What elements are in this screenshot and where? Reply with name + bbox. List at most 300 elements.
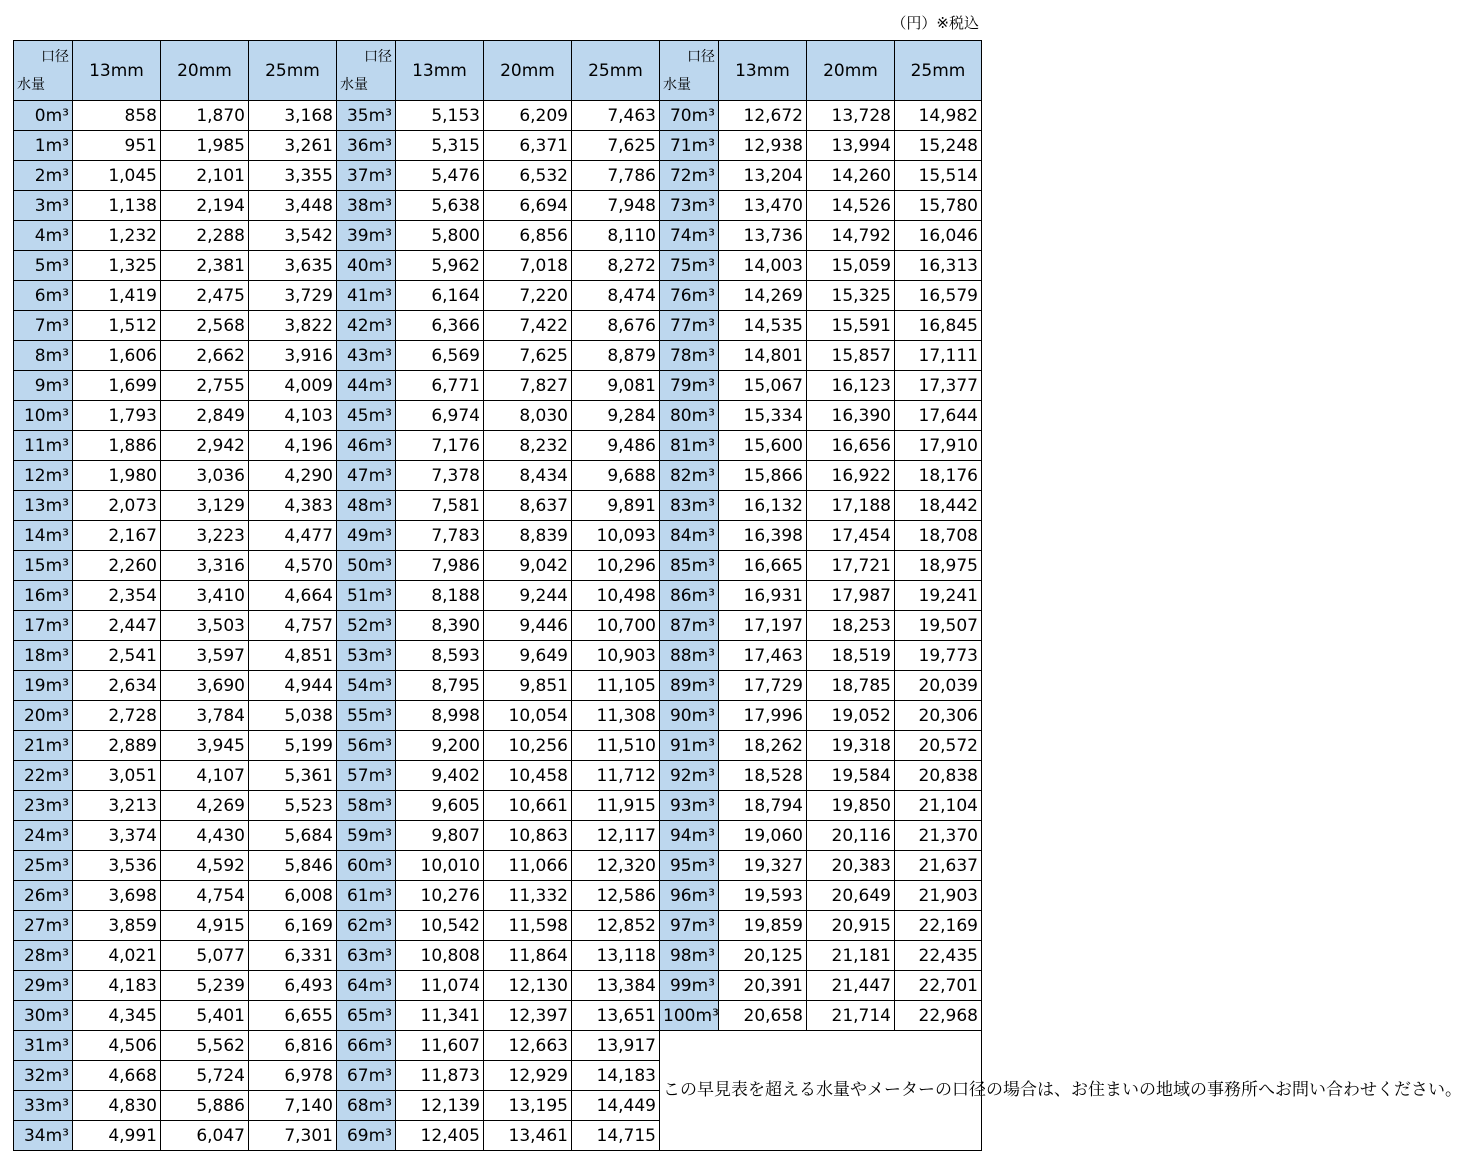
fee-cell: 15,857 <box>807 341 895 371</box>
volume-cell <box>337 101 396 131</box>
volume-value: 61 <box>346 885 369 906</box>
fee-cell: 14,526 <box>807 191 895 221</box>
volume-cell <box>14 971 73 1001</box>
caliber-label: 口径 <box>687 49 715 65</box>
fee-cell: 3,542 <box>249 221 337 251</box>
volume-value: 37 <box>346 165 369 186</box>
fee-cell: 20,915 <box>807 911 895 941</box>
volume-value: 11 <box>23 435 46 456</box>
volume-unit: m³ <box>45 255 69 276</box>
volume-cell <box>14 461 73 491</box>
volume-value: 98 <box>669 945 692 966</box>
fee-cell: 12,852 <box>572 911 660 941</box>
fee-cell: 4,021 <box>73 941 161 971</box>
table-row <box>14 461 982 491</box>
volume-cell <box>14 581 73 611</box>
volume-unit: m³ <box>691 825 715 846</box>
volume-value: 0 <box>34 105 46 126</box>
volume-value: 93 <box>669 795 692 816</box>
fee-cell: 2,541 <box>73 641 161 671</box>
fee-cell: 8,839 <box>484 521 572 551</box>
volume-unit: m³ <box>45 735 69 756</box>
fee-cell: 2,447 <box>73 611 161 641</box>
fee-cell: 6,169 <box>249 911 337 941</box>
volume-value: 46 <box>346 435 369 456</box>
volume-cell <box>337 461 396 491</box>
fee-cell: 15,325 <box>807 281 895 311</box>
fee-cell: 3,916 <box>249 341 337 371</box>
fee-cell: 1,980 <box>73 461 161 491</box>
fee-cell: 5,962 <box>396 251 484 281</box>
volume-value: 67 <box>346 1065 369 1086</box>
volume-cell <box>337 371 396 401</box>
fee-cell: 9,688 <box>572 461 660 491</box>
fee-cell: 3,597 <box>161 641 249 671</box>
fee-cell: 17,729 <box>719 671 807 701</box>
volume-unit: m³ <box>691 345 715 366</box>
volume-cell <box>337 611 396 641</box>
fee-cell: 19,060 <box>719 821 807 851</box>
table-row <box>14 191 982 221</box>
fee-cell: 2,194 <box>161 191 249 221</box>
fee-cell: 2,260 <box>73 551 161 581</box>
table-row <box>14 881 982 911</box>
volume-cell <box>14 221 73 251</box>
fee-cell: 5,638 <box>396 191 484 221</box>
fee-cell: 10,296 <box>572 551 660 581</box>
fee-cell: 5,800 <box>396 221 484 251</box>
fee-cell: 1,606 <box>73 341 161 371</box>
volume-unit: m³ <box>691 135 715 156</box>
fee-cell: 17,721 <box>807 551 895 581</box>
volume-value: 4 <box>34 225 46 246</box>
volume-unit: m³ <box>691 945 715 966</box>
volume-unit: m³ <box>691 705 715 726</box>
fee-cell: 11,066 <box>484 851 572 881</box>
volume-cell <box>14 701 73 731</box>
fee-cell: 12,405 <box>396 1121 484 1151</box>
volume-unit: m³ <box>45 585 69 606</box>
fee-cell: 1,886 <box>73 431 161 461</box>
fee-cell: 12,929 <box>484 1061 572 1091</box>
fee-cell: 2,889 <box>73 731 161 761</box>
volume-unit: m³ <box>691 915 715 936</box>
fee-cell: 20,039 <box>895 671 982 701</box>
volume-cell <box>337 491 396 521</box>
volume-cell <box>337 821 396 851</box>
table-row <box>14 641 982 671</box>
fee-cell: 10,903 <box>572 641 660 671</box>
volume-value: 17 <box>23 615 46 636</box>
volume-cell <box>337 521 396 551</box>
table-row <box>14 401 982 431</box>
volume-unit: m³ <box>368 555 392 576</box>
fee-cell: 18,794 <box>719 791 807 821</box>
volume-unit: m³ <box>368 825 392 846</box>
fee-cell: 14,792 <box>807 221 895 251</box>
fee-cell: 20,125 <box>719 941 807 971</box>
volume-unit: m³ <box>45 345 69 366</box>
volume-unit: m³ <box>45 555 69 576</box>
volume-value: 88 <box>669 645 692 666</box>
fee-cell: 9,284 <box>572 401 660 431</box>
fee-cell: 10,498 <box>572 581 660 611</box>
volume-value: 100 <box>663 1005 696 1026</box>
volume-unit: m³ <box>368 1125 392 1146</box>
volume-unit: m³ <box>691 255 715 276</box>
fee-cell: 5,315 <box>396 131 484 161</box>
fee-cell: 16,046 <box>895 221 982 251</box>
fee-cell: 4,477 <box>249 521 337 551</box>
volume-unit: m³ <box>45 885 69 906</box>
volume-unit: m³ <box>45 525 69 546</box>
fee-cell: 7,422 <box>484 311 572 341</box>
volume-value: 30 <box>23 1005 46 1026</box>
fee-cell: 15,514 <box>895 161 982 191</box>
fee-cell: 3,448 <box>249 191 337 221</box>
volume-value: 6 <box>34 285 46 306</box>
fee-cell: 5,684 <box>249 821 337 851</box>
fee-cell: 3,945 <box>161 731 249 761</box>
volume-value: 57 <box>346 765 369 786</box>
table-row <box>14 251 982 281</box>
volume-value: 68 <box>346 1095 369 1116</box>
fee-cell: 9,042 <box>484 551 572 581</box>
fee-cell: 20,306 <box>895 701 982 731</box>
volume-cell <box>660 701 719 731</box>
fee-cell: 10,093 <box>572 521 660 551</box>
fee-cell: 2,288 <box>161 221 249 251</box>
volume-cell <box>337 671 396 701</box>
volume-unit: m³ <box>691 795 715 816</box>
volume-value: 84 <box>669 525 692 546</box>
volume-unit: m³ <box>368 225 392 246</box>
meter-size-header: 13mm <box>396 41 484 101</box>
fee-cell: 13,736 <box>719 221 807 251</box>
fee-cell: 6,856 <box>484 221 572 251</box>
fee-cell: 7,625 <box>572 131 660 161</box>
volume-value: 86 <box>669 585 692 606</box>
fee-cell: 16,313 <box>895 251 982 281</box>
volume-unit: m³ <box>45 705 69 726</box>
volume-unit: m³ <box>691 975 715 996</box>
volume-unit: m³ <box>45 105 69 126</box>
volume-value: 21 <box>23 735 46 756</box>
volume-unit: m³ <box>691 375 715 396</box>
fee-cell: 1,325 <box>73 251 161 281</box>
volume-unit: m³ <box>691 765 715 786</box>
fee-cell: 18,528 <box>719 761 807 791</box>
fee-cell: 12,130 <box>484 971 572 1001</box>
volume-cell <box>337 1061 396 1091</box>
fee-cell: 7,625 <box>484 341 572 371</box>
fee-cell: 18,519 <box>807 641 895 671</box>
fee-cell: 7,827 <box>484 371 572 401</box>
volume-unit: m³ <box>691 165 715 186</box>
fee-cell: 10,700 <box>572 611 660 641</box>
table-row <box>14 701 982 731</box>
volume-unit: m³ <box>45 195 69 216</box>
volume-label: 水量 <box>340 77 368 93</box>
volume-unit: m³ <box>45 1095 69 1116</box>
volume-unit: m³ <box>368 285 392 306</box>
fee-cell: 11,341 <box>396 1001 484 1031</box>
fee-cell: 5,846 <box>249 851 337 881</box>
volume-unit: m³ <box>368 705 392 726</box>
fee-cell: 13,917 <box>572 1031 660 1061</box>
volume-value: 5 <box>34 255 46 276</box>
volume-value: 56 <box>346 735 369 756</box>
volume-unit: m³ <box>45 975 69 996</box>
fee-cell: 4,103 <box>249 401 337 431</box>
volume-cell <box>660 371 719 401</box>
fee-cell: 18,442 <box>895 491 982 521</box>
fee-cell: 1,512 <box>73 311 161 341</box>
fee-cell: 20,391 <box>719 971 807 1001</box>
fee-cell: 7,176 <box>396 431 484 461</box>
volume-unit: m³ <box>45 465 69 486</box>
volume-value: 74 <box>669 225 692 246</box>
fee-cell: 17,197 <box>719 611 807 641</box>
volume-cell <box>337 941 396 971</box>
volume-value: 52 <box>346 615 369 636</box>
fee-cell: 8,593 <box>396 641 484 671</box>
volume-unit: m³ <box>45 435 69 456</box>
volume-unit: m³ <box>368 1095 392 1116</box>
meter-size-header: 13mm <box>719 41 807 101</box>
table-row <box>14 821 982 851</box>
fee-cell: 18,176 <box>895 461 982 491</box>
volume-cell <box>660 881 719 911</box>
volume-value: 47 <box>346 465 369 486</box>
volume-cell <box>660 791 719 821</box>
fee-cell: 22,968 <box>895 1001 982 1031</box>
table-row <box>14 311 982 341</box>
meter-size-header: 13mm <box>73 41 161 101</box>
volume-cell <box>337 1031 396 1061</box>
fee-cell: 10,542 <box>396 911 484 941</box>
volume-cell <box>337 191 396 221</box>
fee-cell: 9,200 <box>396 731 484 761</box>
volume-value: 94 <box>669 825 692 846</box>
volume-unit: m³ <box>368 465 392 486</box>
volume-unit: m³ <box>368 675 392 696</box>
caliber-label: 口径 <box>364 49 392 65</box>
volume-value: 92 <box>669 765 692 786</box>
table-row <box>14 761 982 791</box>
volume-cell <box>337 731 396 761</box>
fee-cell: 11,873 <box>396 1061 484 1091</box>
fee-cell: 6,493 <box>249 971 337 1001</box>
volume-unit: m³ <box>45 1005 69 1026</box>
fee-cell: 9,486 <box>572 431 660 461</box>
fee-cell: 19,052 <box>807 701 895 731</box>
volume-unit: m³ <box>368 165 392 186</box>
volume-unit: m³ <box>368 105 392 126</box>
volume-cell <box>337 401 396 431</box>
fee-cell: 951 <box>73 131 161 161</box>
volume-value: 64 <box>346 975 369 996</box>
volume-cell <box>660 341 719 371</box>
fee-cell: 17,996 <box>719 701 807 731</box>
volume-cell <box>14 1031 73 1061</box>
volume-unit: m³ <box>691 465 715 486</box>
fee-cell: 6,371 <box>484 131 572 161</box>
table-row <box>14 671 982 701</box>
volume-unit: m³ <box>691 495 715 516</box>
volume-cell <box>14 761 73 791</box>
volume-value: 28 <box>23 945 46 966</box>
fee-cell: 10,276 <box>396 881 484 911</box>
volume-value: 38 <box>346 195 369 216</box>
fee-cell: 9,446 <box>484 611 572 641</box>
volume-value: 63 <box>346 945 369 966</box>
volume-unit: m³ <box>45 375 69 396</box>
fee-cell: 4,009 <box>249 371 337 401</box>
volume-value: 89 <box>669 675 692 696</box>
fee-cell: 19,241 <box>895 581 982 611</box>
fee-cell: 5,886 <box>161 1091 249 1121</box>
fee-cell: 4,506 <box>73 1031 161 1061</box>
fee-cell: 13,118 <box>572 941 660 971</box>
volume-value: 14 <box>23 525 46 546</box>
volume-unit: m³ <box>45 315 69 336</box>
volume-value: 25 <box>23 855 46 876</box>
fee-cell: 7,301 <box>249 1121 337 1151</box>
volume-value: 18 <box>23 645 46 666</box>
volume-value: 27 <box>23 915 46 936</box>
volume-cell <box>337 641 396 671</box>
volume-value: 10 <box>23 405 46 426</box>
fee-cell: 8,676 <box>572 311 660 341</box>
volume-unit: m³ <box>45 1035 69 1056</box>
fee-cell: 6,331 <box>249 941 337 971</box>
volume-cell <box>660 1001 719 1031</box>
volume-unit: m³ <box>368 495 392 516</box>
fee-cell: 3,316 <box>161 551 249 581</box>
volume-value: 9 <box>34 375 46 396</box>
fee-cell: 11,510 <box>572 731 660 761</box>
fee-cell: 2,101 <box>161 161 249 191</box>
table-row <box>14 941 982 971</box>
volume-value: 48 <box>346 495 369 516</box>
fee-cell: 17,463 <box>719 641 807 671</box>
fee-cell: 16,845 <box>895 311 982 341</box>
fee-cell: 9,081 <box>572 371 660 401</box>
fee-cell: 4,183 <box>73 971 161 1001</box>
volume-unit: m³ <box>45 825 69 846</box>
volume-cell <box>660 401 719 431</box>
fee-cell: 1,138 <box>73 191 161 221</box>
fee-cell: 17,188 <box>807 491 895 521</box>
fee-cell: 3,410 <box>161 581 249 611</box>
volume-value: 26 <box>23 885 46 906</box>
fee-cell: 21,637 <box>895 851 982 881</box>
volume-value: 35 <box>346 105 369 126</box>
volume-value: 71 <box>669 135 692 156</box>
volume-value: 65 <box>346 1005 369 1026</box>
fee-cell: 19,850 <box>807 791 895 821</box>
volume-unit: m³ <box>45 285 69 306</box>
volume-value: 19 <box>23 675 46 696</box>
volume-value: 8 <box>34 345 46 366</box>
volume-value: 34 <box>23 1125 46 1146</box>
volume-unit: m³ <box>45 945 69 966</box>
fee-cell: 7,581 <box>396 491 484 521</box>
fee-cell: 6,164 <box>396 281 484 311</box>
volume-unit: m³ <box>368 375 392 396</box>
fee-cell: 7,018 <box>484 251 572 281</box>
volume-unit: m³ <box>45 165 69 186</box>
volume-unit: m³ <box>368 765 392 786</box>
table-row <box>14 371 982 401</box>
fee-cell: 6,008 <box>249 881 337 911</box>
fee-cell: 19,593 <box>719 881 807 911</box>
fee-cell: 13,195 <box>484 1091 572 1121</box>
volume-cell <box>337 251 396 281</box>
volume-unit: m³ <box>45 495 69 516</box>
volume-unit: m³ <box>45 1065 69 1086</box>
table-row <box>14 1031 982 1061</box>
fee-cell: 7,783 <box>396 521 484 551</box>
volume-value: 51 <box>346 585 369 606</box>
water-fee-table <box>13 40 1462 1151</box>
volume-value: 75 <box>669 255 692 276</box>
volume-value: 43 <box>346 345 369 366</box>
volume-value: 53 <box>346 645 369 666</box>
fee-cell: 3,729 <box>249 281 337 311</box>
volume-unit: m³ <box>45 1125 69 1146</box>
volume-cell <box>337 701 396 731</box>
volume-value: 96 <box>669 885 692 906</box>
table-row <box>14 131 982 161</box>
fee-cell: 4,430 <box>161 821 249 851</box>
unit-note: （円）※税込 <box>891 14 979 32</box>
fee-cell: 11,332 <box>484 881 572 911</box>
fee-cell: 16,398 <box>719 521 807 551</box>
fee-cell: 4,944 <box>249 671 337 701</box>
volume-cell <box>14 911 73 941</box>
volume-value: 1 <box>34 135 46 156</box>
volume-cell <box>14 641 73 671</box>
fee-cell: 8,637 <box>484 491 572 521</box>
volume-cell <box>660 821 719 851</box>
volume-cell <box>660 581 719 611</box>
fee-cell: 16,579 <box>895 281 982 311</box>
volume-cell <box>337 581 396 611</box>
volume-cell <box>660 461 719 491</box>
meter-size-header: 20mm <box>807 41 895 101</box>
volume-cell <box>14 281 73 311</box>
fee-cell: 3,635 <box>249 251 337 281</box>
fee-cell: 21,104 <box>895 791 982 821</box>
fee-cell: 10,054 <box>484 701 572 731</box>
fee-cell: 7,463 <box>572 101 660 131</box>
fee-cell: 9,244 <box>484 581 572 611</box>
volume-cell <box>337 131 396 161</box>
volume-unit: m³ <box>368 345 392 366</box>
fee-cell: 4,668 <box>73 1061 161 1091</box>
volume-unit: m³ <box>368 525 392 546</box>
volume-value: 69 <box>346 1125 369 1146</box>
fee-cell: 20,838 <box>895 761 982 791</box>
fee-cell: 8,390 <box>396 611 484 641</box>
fee-cell: 2,354 <box>73 581 161 611</box>
fee-cell: 10,010 <box>396 851 484 881</box>
volume-cell <box>14 941 73 971</box>
fee-cell: 858 <box>73 101 161 131</box>
volume-cell <box>660 551 719 581</box>
